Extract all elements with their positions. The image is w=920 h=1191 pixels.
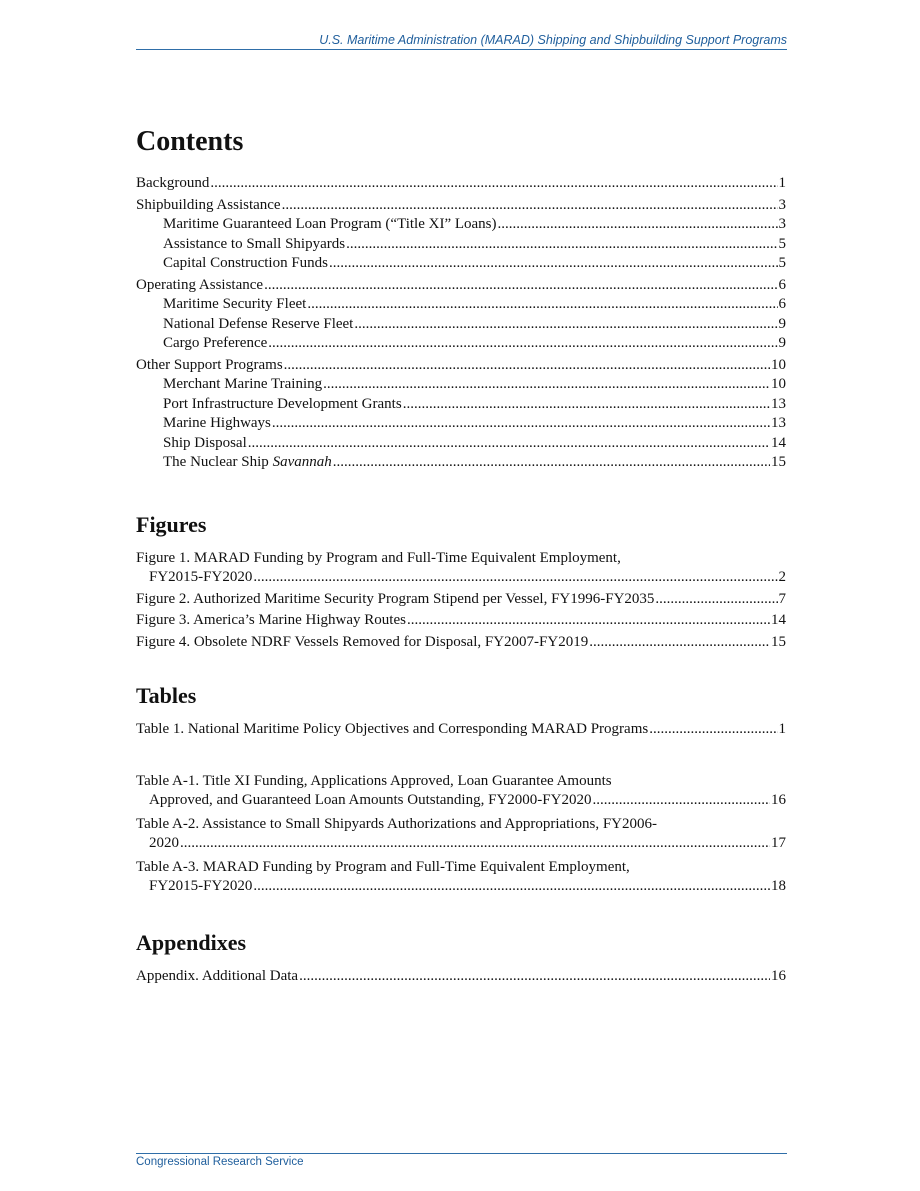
toc-entry-title: Maritime Guaranteed Loan Program (“Title XI” Loans) — [163, 216, 497, 232]
toc-page-number: 13 — [771, 415, 786, 431]
dot-leader — [592, 791, 770, 811]
toc-entry-national-defense-reserve-fleet[interactable] — [136, 315, 786, 335]
toc-entry-title: Appendix. Additional Data — [136, 967, 299, 984]
dot-leader — [498, 215, 778, 235]
toc-entry-title: Port Infrastructure Development Grants — [163, 395, 402, 412]
toc-entry-nuclear-ship-savannah[interactable] — [136, 453, 786, 473]
dot-leader — [333, 453, 770, 473]
toc-entry-title: Table 1. National Maritime Policy Objectives and Corresponding MARAD Programs — [136, 721, 649, 737]
toc-page-number: 10 — [771, 376, 786, 392]
toc-entry-title: Table A-2. Assistance to Small Shipyards Authorizations and Appropriations, FY2006- — [136, 815, 657, 832]
toc-entry-title: Figure 3. America’s Marine Highway Routes — [136, 612, 406, 628]
toc-entry-title: Figure 2. Authorized Maritime Security Program Stipend per Vessel, FY1996-FY2035 — [136, 590, 655, 607]
toc-entry-other-support-programs[interactable] — [136, 356, 786, 376]
toc-entry-title-continued: Approved, and Guaranteed Loan Amounts Outstanding, FY2000-FY2020 — [149, 792, 592, 808]
dot-leader — [248, 434, 770, 454]
appendixes-heading: Appendixes — [136, 929, 247, 955]
toc-page-number: 15 — [771, 454, 786, 470]
running-header: U.S. Maritime Administration (MARAD) Shipping and Shipbuilding Support Programs — [136, 32, 787, 50]
toc-entry-shipbuilding-assistance[interactable] — [136, 196, 786, 216]
dot-leader — [253, 568, 777, 588]
toc-entry-title-continued: FY2015-FY2020 — [149, 569, 253, 585]
toc-entry-title: The Nuclear Ship Savannah — [163, 454, 332, 470]
toc-entry-merchant-marine-training[interactable] — [136, 375, 786, 395]
dot-leader — [299, 967, 770, 987]
toc-page-number: 9 — [778, 335, 786, 351]
toc-page-number: 1 — [778, 721, 786, 737]
toc-entry-table-1[interactable] — [136, 720, 786, 740]
toc-entry-small-shipyards[interactable] — [136, 235, 786, 255]
toc-entry-marine-highways[interactable] — [136, 414, 786, 434]
toc-entry-title-xi-loans[interactable] — [136, 215, 786, 235]
toc-entry-figure-2[interactable] — [136, 590, 786, 610]
running-footer: Congressional Research Service — [136, 1153, 787, 1170]
toc-page-number: 2 — [778, 569, 786, 585]
toc-entry-figure-3[interactable] — [136, 611, 786, 631]
toc-entry-operating-assistance[interactable] — [136, 276, 786, 296]
toc-page-number: 5 — [778, 235, 786, 252]
ship-name-italic: Savannah — [272, 454, 332, 470]
dot-leader — [253, 877, 770, 897]
toc-entry-title: Figure 4. Obsolete NDRF Vessels Removed for Disposal, FY2007-FY2019 — [136, 633, 589, 650]
dot-leader — [403, 395, 770, 415]
toc-entry-title: Background — [136, 175, 210, 191]
spacer — [136, 740, 786, 768]
dot-leader — [268, 334, 777, 354]
toc-entry-title-continued: 2020 — [149, 835, 179, 851]
toc-entry-table-a3[interactable] — [136, 858, 786, 897]
toc-page-number: 6 — [778, 296, 786, 312]
toc-entry-title: Cargo Preference — [163, 335, 268, 351]
toc-entry-title: Shipbuilding Assistance — [136, 196, 281, 213]
toc-entry-title: Assistance to Small Shipyards — [163, 235, 346, 252]
dot-leader — [284, 356, 770, 376]
toc-entry-ship-disposal[interactable] — [136, 434, 786, 454]
toc-entry-title: Table A-3. MARAD Funding by Program and Full-Time Equivalent Employment, — [136, 858, 630, 875]
toc-entry-title: Other Support Programs — [136, 356, 283, 373]
dot-leader — [329, 254, 778, 274]
toc-entry-title: Maritime Security Fleet — [163, 296, 307, 312]
toc-page-number: 16 — [771, 792, 786, 808]
toc-page-number: 9 — [778, 315, 786, 332]
toc-entry-cargo-preference[interactable] — [136, 334, 786, 354]
toc-entry-title: Table A-1. Title XI Funding, Applications Approved, Loan Guarantee Amounts — [136, 772, 612, 789]
toc-entry-title: Merchant Marine Training — [163, 376, 323, 392]
toc-entry-capital-construction-funds[interactable] — [136, 254, 786, 274]
dot-leader — [346, 235, 777, 255]
toc-entry-figure-4[interactable] — [136, 633, 786, 653]
dot-leader — [180, 834, 770, 854]
tables-heading: Tables — [136, 683, 197, 708]
toc-page-number: 3 — [778, 216, 786, 232]
dot-leader — [264, 276, 777, 296]
dot-leader — [655, 590, 777, 610]
toc-entry-title: Operating Assistance — [136, 276, 264, 293]
toc-page-number: 15 — [771, 633, 786, 650]
dot-leader — [589, 633, 770, 653]
toc-entry-appendix[interactable] — [136, 967, 786, 987]
dot-leader — [407, 611, 770, 631]
toc-entry-title: Ship Disposal — [163, 434, 247, 451]
dot-leader — [272, 414, 770, 434]
dot-leader — [282, 196, 778, 216]
toc-entry-table-a1[interactable] — [136, 772, 786, 811]
toc-entry-title: Marine Highways — [163, 415, 271, 431]
toc-page-number: 1 — [778, 175, 786, 191]
toc-entry-figure-1[interactable] — [136, 549, 786, 588]
dot-leader — [354, 315, 777, 335]
toc-page-number: 13 — [771, 395, 786, 412]
toc-page-number: 14 — [771, 612, 786, 628]
toc-entry-table-a2[interactable] — [136, 815, 786, 854]
toc-page-number: 17 — [771, 835, 786, 851]
contents-heading: Contents — [136, 126, 244, 157]
toc-page-number: 14 — [771, 434, 786, 451]
toc-page-number: 16 — [771, 967, 786, 984]
dot-leader — [323, 375, 770, 395]
toc-entry-title: Figure 1. MARAD Funding by Program and Full-Time Equivalent Employment, — [136, 549, 621, 566]
dot-leader — [307, 295, 777, 315]
toc-entry-title: Capital Construction Funds — [163, 255, 328, 271]
table-of-contents — [136, 124, 786, 986]
figures-heading: Figures — [136, 511, 207, 537]
toc-entry-title-continued: FY2015-FY2020 — [149, 878, 253, 894]
toc-page-number: 5 — [778, 255, 786, 271]
toc-entry-title: National Defense Reserve Fleet — [163, 315, 354, 332]
toc-page-number: 7 — [778, 590, 786, 607]
toc-entry-port-infrastructure-grants[interactable] — [136, 395, 786, 415]
toc-page-number: 3 — [778, 196, 786, 213]
toc-page-number: 6 — [778, 276, 786, 293]
dot-leader — [649, 720, 777, 740]
toc-entry-maritime-security-fleet[interactable] — [136, 295, 786, 315]
toc-page-number: 10 — [771, 356, 786, 373]
toc-page-number: 18 — [771, 878, 786, 894]
dot-leader — [210, 174, 777, 194]
toc-entry-background[interactable] — [136, 174, 786, 194]
